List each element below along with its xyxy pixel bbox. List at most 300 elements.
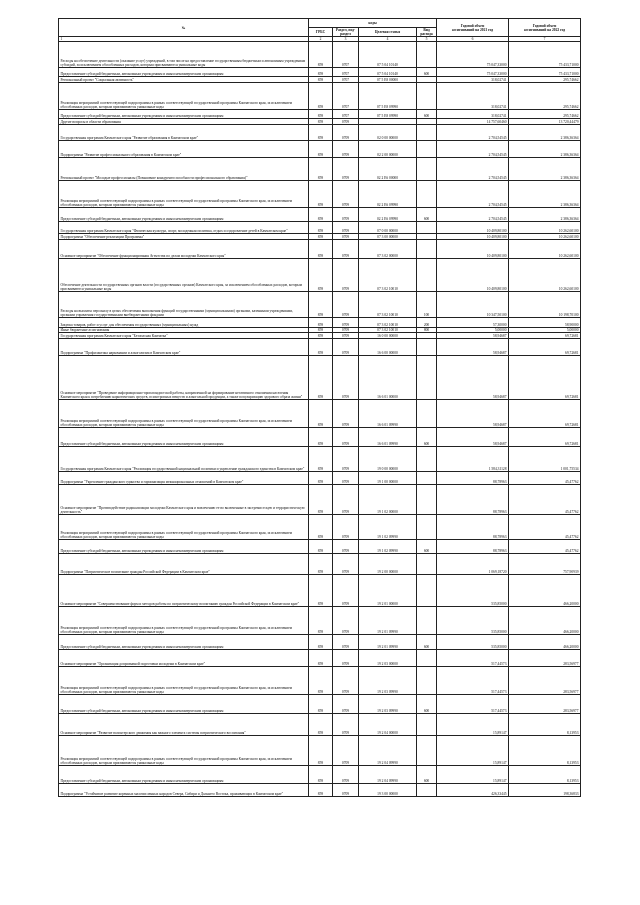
table-row bbox=[59, 695, 581, 714]
cell-grbs: 859 bbox=[309, 158, 333, 181]
table-row bbox=[59, 356, 581, 400]
cell-section: 0707 bbox=[333, 77, 359, 83]
cell-expense-type bbox=[417, 181, 437, 208]
cell-amount-2022: 283,56977 bbox=[509, 667, 581, 695]
header-colnum-5: 5 bbox=[417, 37, 437, 42]
cell-amount-2021: 88,78963 bbox=[437, 472, 509, 485]
cell-section: 0709 bbox=[333, 328, 359, 333]
cell-description: Основное мероприятие "Организация допризывной подготовки молодежи в Камчатском крае" bbox=[59, 650, 309, 667]
cell-target-article: 02 2 E6 09990 bbox=[359, 208, 417, 222]
cell-description: Государственная программа Камчатского края "Безопасная Камчатка" bbox=[59, 333, 309, 339]
cell-description: Основное мероприятие "Противодействие радикализации молодежи Камчатского края и вовлечению ее во включенные в экстремистскую и террористическую деятельность" bbox=[59, 485, 309, 515]
cell-amount-2021: 10 409,80100 bbox=[437, 259, 509, 292]
cell-section: 0709 bbox=[333, 333, 359, 339]
cell-description: Предоставление субсидий бюджетным, автономным учреждениям и иным некоммерческим организациям bbox=[59, 68, 309, 77]
cell-target-article: 16 6 01 09990 bbox=[359, 428, 417, 447]
cell-amount-2022: 58,90000 bbox=[509, 318, 581, 328]
cell-amount-2021: 10 409,80100 bbox=[437, 234, 509, 240]
cell-description: Предоставление субсидий бюджетным, автономным учреждениям и иным некоммерческим организациям bbox=[59, 635, 309, 650]
cell-amount-2021: 2 704,54545 bbox=[437, 141, 509, 158]
cell-amount-2021: 2 704,54545 bbox=[437, 181, 509, 208]
cell-amount-2022: 69,72681 bbox=[509, 428, 581, 447]
cell-amount-2022: 69,72681 bbox=[509, 333, 581, 339]
cell-amount-2022: 10 198,70100 bbox=[509, 292, 581, 318]
cell-section: 0709 bbox=[333, 318, 359, 328]
cell-description: Реализация мероприятий соответствующей подпрограммы в рамках соответствующей государственной программы Камчатского края, за исключением обособленных расходов, которым присваиваются уникальные коды bbox=[59, 515, 309, 540]
cell-target-article: 07 0 00 00000 bbox=[359, 222, 417, 234]
cell-description: Иные бюджетные ассигнования bbox=[59, 328, 309, 333]
table-row bbox=[59, 181, 581, 208]
table-row bbox=[59, 222, 581, 234]
cell-section: 0709 bbox=[333, 540, 359, 554]
cell-section: 0709 bbox=[333, 141, 359, 158]
cell-amount-2021: 2 704,54545 bbox=[437, 158, 509, 181]
cell-amount-2021: 88,78963 bbox=[437, 515, 509, 540]
cell-amount-2021: 58,94687 bbox=[437, 356, 509, 400]
cell-grbs: 859 bbox=[309, 68, 333, 77]
cell-amount-2021: 426,33445 bbox=[437, 784, 509, 797]
header-grbs: ГРБС bbox=[309, 28, 333, 37]
cell-section: 0709 bbox=[333, 119, 359, 125]
cell-target-article: 02 0 00 00000 bbox=[359, 125, 417, 141]
cell-grbs: 859 bbox=[309, 234, 333, 240]
cell-amount-2021: 88,78963 bbox=[437, 485, 509, 515]
header-colnum-6: 6 bbox=[437, 37, 509, 42]
cell-amount-2022: 295,74662 bbox=[509, 110, 581, 119]
cell-grbs: 859 bbox=[309, 428, 333, 447]
cell-description: Подпрограмма "Патриотическое воспитание граждан Российской Федерации в Камчатском крае" bbox=[59, 554, 309, 575]
cell-section: 0709 bbox=[333, 339, 359, 356]
cell-section: 0709 bbox=[333, 208, 359, 222]
cell-amount-2022: 69,72681 bbox=[509, 339, 581, 356]
cell-expense-type bbox=[417, 784, 437, 797]
cell-amount-2022: 1 001,75534 bbox=[509, 447, 581, 472]
cell-description: Подпрограмма "Развитие профессионального образования в Камчатском крае" bbox=[59, 141, 309, 158]
cell-amount-2022: 283,56977 bbox=[509, 650, 581, 667]
cell-target-article: 07 3 02 10010 bbox=[359, 328, 417, 333]
cell-amount-2022: 2 386,36364 bbox=[509, 141, 581, 158]
cell-expense-type bbox=[417, 222, 437, 234]
cell-amount-2022: 466,20000 bbox=[509, 575, 581, 607]
cell-target-article: 02 2 E6 00000 bbox=[359, 158, 417, 181]
cell-target-article: 19 2 01 09990 bbox=[359, 607, 417, 635]
cell-section: 0709 bbox=[333, 259, 359, 292]
cell-section: 0709 bbox=[333, 575, 359, 607]
cell-expense-type bbox=[417, 240, 437, 259]
cell-amount-2021: 517,44573 bbox=[437, 667, 509, 695]
cell-target-article: 16 0 00 00000 bbox=[359, 333, 417, 339]
cell-section: 0709 bbox=[333, 667, 359, 695]
cell-expense-type: 800 bbox=[417, 328, 437, 333]
cell-expense-type: 200 bbox=[417, 318, 437, 328]
cell-target-article: 02 2 E6 09990 bbox=[359, 181, 417, 208]
header-2022: Годовой объем ассигнований на 2022 год bbox=[509, 19, 581, 37]
cell-grbs: 859 bbox=[309, 333, 333, 339]
cell-amount-2022: 198,36833 bbox=[509, 784, 581, 797]
cell-target-article: 07 3 00 00000 bbox=[359, 234, 417, 240]
cell-amount-2021: 75 047,33000 bbox=[437, 68, 509, 77]
cell-description: Подпрограмма "Укрепление гражданского единства и гармонизация межнациональных отношений в Камчатском крае" bbox=[59, 472, 309, 485]
table-row bbox=[59, 83, 581, 110]
header-codes: коды bbox=[309, 19, 437, 28]
table-row bbox=[59, 42, 581, 68]
cell-amount-2021: 517,44573 bbox=[437, 650, 509, 667]
cell-section: 0709 bbox=[333, 607, 359, 635]
table-row bbox=[59, 650, 581, 667]
cell-amount-2021: 1 584,31128 bbox=[437, 447, 509, 472]
cell-amount-2022: 10 262,60100 bbox=[509, 240, 581, 259]
cell-amount-2022: 466,20000 bbox=[509, 635, 581, 650]
cell-amount-2022: 2 386,36364 bbox=[509, 181, 581, 208]
cell-section: 0707 bbox=[333, 68, 359, 77]
cell-amount-2022: 295,74662 bbox=[509, 83, 581, 110]
cell-amount-2021: 58,94687 bbox=[437, 339, 509, 356]
cell-grbs: 859 bbox=[309, 292, 333, 318]
cell-amount-2022: 8,13953 bbox=[509, 714, 581, 736]
cell-description: Реализация мероприятий соответствующей подпрограммы в рамках соответствующей государственной программы Камчатского края, за исключением обособленных расходов, которым присваиваются уникальные коды bbox=[59, 181, 309, 208]
cell-grbs: 859 bbox=[309, 181, 333, 208]
cell-amount-2021: 10 409,80100 bbox=[437, 240, 509, 259]
cell-description: Региональный проект "Социальная активность" bbox=[59, 77, 309, 83]
cell-amount-2022: 283,56977 bbox=[509, 695, 581, 714]
cell-section: 0709 bbox=[333, 400, 359, 428]
cell-description: Государственная программа Камчатского края "Реализация государственной национальной политики и укрепление гражданского единства в Камчатском крае" bbox=[59, 447, 309, 472]
cell-expense-type bbox=[417, 607, 437, 635]
cell-amount-2021: 15,89147 bbox=[437, 714, 509, 736]
cell-grbs: 859 bbox=[309, 635, 333, 650]
table-row bbox=[59, 472, 581, 485]
cell-target-article: 19 2 01 09990 bbox=[359, 635, 417, 650]
cell-amount-2022: 75 433,71000 bbox=[509, 42, 581, 68]
cell-target-article: 07 5 E8 09990 bbox=[359, 110, 417, 119]
cell-amount-2021: 1 069,18720 bbox=[437, 554, 509, 575]
cell-expense-type: 600 bbox=[417, 635, 437, 650]
cell-amount-2021: 88,78963 bbox=[437, 540, 509, 554]
cell-amount-2021: 517,44573 bbox=[437, 695, 509, 714]
table-row bbox=[59, 110, 581, 119]
cell-description: Основное мероприятие "Обеспечение функционирования Агентства по делам молодежи Камчатского края" bbox=[59, 240, 309, 259]
cell-expense-type bbox=[417, 356, 437, 400]
cell-grbs: 859 bbox=[309, 356, 333, 400]
cell-grbs: 859 bbox=[309, 554, 333, 575]
cell-description: Закупка товаров, работ и услуг для обеспечения государственных (муниципальных) нужд bbox=[59, 318, 309, 328]
cell-description: Подпрограмма "Обеспечение реализации Программы" bbox=[59, 234, 309, 240]
cell-amount-2021: 535,85000 bbox=[437, 575, 509, 607]
cell-amount-2021: 2 704,54545 bbox=[437, 208, 509, 222]
cell-target-article: 07 3 02 10010 bbox=[359, 318, 417, 328]
cell-description: Предоставление субсидий бюджетным, автономным учреждениям и иным некоммерческим организациям bbox=[59, 540, 309, 554]
table-row bbox=[59, 141, 581, 158]
header-razdel: Раздел, под- раздел bbox=[333, 28, 359, 37]
cell-amount-2021: 535,85000 bbox=[437, 635, 509, 650]
cell-amount-2022: 2 386,36364 bbox=[509, 208, 581, 222]
cell-description: Другие вопросы в области образования bbox=[59, 119, 309, 125]
cell-expense-type bbox=[417, 485, 437, 515]
cell-section: 0709 bbox=[333, 766, 359, 784]
cell-amount-2022: 2 386,36364 bbox=[509, 158, 581, 181]
cell-section: 0709 bbox=[333, 515, 359, 540]
cell-description: Подпрограмма "Устойчивое развитие коренных малочисленных народов Севера, Сибири и Дальнего Востока, проживающих в Камчатском крае" bbox=[59, 784, 309, 797]
cell-target-article: 19 2 04 09990 bbox=[359, 766, 417, 784]
cell-expense-type bbox=[417, 141, 437, 158]
cell-expense-type bbox=[417, 472, 437, 485]
cell-description: Региональный проект "Молодые профессионалы (Повышение конкурентоспособности профессионального образования)" bbox=[59, 158, 309, 181]
header-number: № bbox=[59, 19, 309, 37]
cell-grbs: 859 bbox=[309, 328, 333, 333]
cell-description: Расходы на выплаты персоналу в целях обеспечения выполнения функций государственными (муниципальными) органами, казенными учреждениями, органами управления государственными внебюджетными фондами bbox=[59, 292, 309, 318]
cell-description: Основное мероприятие "Проведение информационно-пропагандистской работы, направленной на формирование негативного отношения населения Камчатского края к потреблению наркотических средств, психотропных веществ и алкогольной продукции, а также популяризацию здорового образа жизни" bbox=[59, 356, 309, 400]
cell-expense-type bbox=[417, 400, 437, 428]
cell-grbs: 859 bbox=[309, 714, 333, 736]
cell-target-article: 19 0 00 00000 bbox=[359, 447, 417, 472]
cell-grbs: 859 bbox=[309, 141, 333, 158]
cell-section: 0709 bbox=[333, 356, 359, 400]
cell-amount-2021: 58,94687 bbox=[437, 428, 509, 447]
cell-expense-type bbox=[417, 650, 437, 667]
cell-amount-2021: 10 409,80100 bbox=[437, 222, 509, 234]
header-expense-type: Вид расхода bbox=[417, 28, 437, 37]
cell-section: 0709 bbox=[333, 234, 359, 240]
cell-grbs: 859 bbox=[309, 784, 333, 797]
cell-section: 0709 bbox=[333, 428, 359, 447]
cell-description: Предоставление субсидий бюджетным, автономным учреждениям и иным некоммерческим организациям bbox=[59, 208, 309, 222]
table-body bbox=[59, 42, 581, 797]
table-row bbox=[59, 400, 581, 428]
cell-expense-type: 600 bbox=[417, 540, 437, 554]
cell-grbs: 859 bbox=[309, 119, 333, 125]
cell-amount-2021: 318,02741 bbox=[437, 77, 509, 83]
table-row bbox=[59, 234, 581, 240]
cell-target-article: 19 1 00 00000 bbox=[359, 472, 417, 485]
cell-amount-2021: 2 704,54545 bbox=[437, 125, 509, 141]
cell-grbs: 859 bbox=[309, 540, 333, 554]
cell-description: Предоставление субсидий бюджетным, автономным учреждениям и иным некоммерческим организациям bbox=[59, 766, 309, 784]
cell-amount-2022: 10 262,60100 bbox=[509, 234, 581, 240]
cell-expense-type bbox=[417, 259, 437, 292]
cell-expense-type bbox=[417, 83, 437, 110]
table-row bbox=[59, 333, 581, 339]
header-2021: Годовой объем ассигнований на 2021 год bbox=[437, 19, 509, 37]
cell-amount-2022: 757,90939 bbox=[509, 554, 581, 575]
cell-amount-2021: 318,02741 bbox=[437, 83, 509, 110]
cell-expense-type bbox=[417, 125, 437, 141]
cell-target-article: 16 6 01 00000 bbox=[359, 356, 417, 400]
table-row bbox=[59, 259, 581, 292]
cell-target-article: 16 6 00 00000 bbox=[359, 339, 417, 356]
cell-amount-2022: 69,72681 bbox=[509, 356, 581, 400]
cell-section: 0709 bbox=[333, 447, 359, 472]
cell-section: 0709 bbox=[333, 292, 359, 318]
cell-grbs: 859 bbox=[309, 650, 333, 667]
table-row bbox=[59, 318, 581, 328]
cell-amount-2021: 5,00000 bbox=[437, 328, 509, 333]
table-row bbox=[59, 447, 581, 472]
cell-grbs: 859 bbox=[309, 77, 333, 83]
cell-expense-type: 600 bbox=[417, 110, 437, 119]
cell-section: 0709 bbox=[333, 158, 359, 181]
cell-target-article: 19 2 01 00000 bbox=[359, 575, 417, 607]
cell-amount-2021: 15,89147 bbox=[437, 766, 509, 784]
table-row bbox=[59, 667, 581, 695]
cell-expense-type: 100 bbox=[417, 292, 437, 318]
cell-amount-2022: 10 262,60100 bbox=[509, 259, 581, 292]
table-header bbox=[59, 19, 581, 42]
header-colnum-7: 7 bbox=[509, 37, 581, 42]
table-row bbox=[59, 208, 581, 222]
cell-target-article: 19 2 03 00000 bbox=[359, 650, 417, 667]
table-row bbox=[59, 554, 581, 575]
table-row bbox=[59, 515, 581, 540]
table-row bbox=[59, 339, 581, 356]
cell-target-article: 19 1 02 00000 bbox=[359, 485, 417, 515]
table-row bbox=[59, 575, 581, 607]
cell-expense-type: 600 bbox=[417, 428, 437, 447]
cell-section: 0709 bbox=[333, 635, 359, 650]
cell-expense-type bbox=[417, 447, 437, 472]
cell-section: 0707 bbox=[333, 42, 359, 68]
cell-expense-type: 600 bbox=[417, 766, 437, 784]
cell-description: Основное мероприятие "Совершенствование форм и методов работы по патриотическому воспитанию граждан Российской Федерации в Камчатском крае" bbox=[59, 575, 309, 607]
cell-target-article: 07 5 E8 09990 bbox=[359, 83, 417, 110]
cell-grbs: 859 bbox=[309, 208, 333, 222]
cell-description: Предоставление субсидий бюджетным, автономным учреждениям и иным некоммерческим организациям bbox=[59, 110, 309, 119]
cell-grbs: 859 bbox=[309, 125, 333, 141]
table-row bbox=[59, 607, 581, 635]
cell-amount-2022: 10 262,60100 bbox=[509, 222, 581, 234]
cell-amount-2021: 57,30000 bbox=[437, 318, 509, 328]
cell-description: Предоставление субсидий бюджетным, автономным учреждениям и иным некоммерческим организациям bbox=[59, 428, 309, 447]
header-colnum-4: 4 bbox=[359, 37, 417, 42]
table-row bbox=[59, 240, 581, 259]
cell-section: 0707 bbox=[333, 110, 359, 119]
cell-description: Расходы на обеспечение деятельности (оказание услуг) учреждений, в том числе на предоставление государственным бюджетным и автономным учреждениям субсидий, за исключением обособленных расходов, которым присваиваются уникальные коды bbox=[59, 42, 309, 68]
cell-amount-2022: 45,47762 bbox=[509, 540, 581, 554]
cell-expense-type: 600 bbox=[417, 208, 437, 222]
cell-grbs: 859 bbox=[309, 42, 333, 68]
cell-amount-2022: 45,47762 bbox=[509, 472, 581, 485]
cell-section: 0709 bbox=[333, 784, 359, 797]
cell-section: 0709 bbox=[333, 736, 359, 766]
cell-amount-2021: 318,02741 bbox=[437, 110, 509, 119]
cell-grbs: 859 bbox=[309, 472, 333, 485]
cell-grbs: 859 bbox=[309, 447, 333, 472]
cell-expense-type bbox=[417, 714, 437, 736]
cell-section: 0709 bbox=[333, 554, 359, 575]
cell-expense-type bbox=[417, 667, 437, 695]
cell-amount-2022: 295,74662 bbox=[509, 77, 581, 83]
cell-amount-2021: 58,94687 bbox=[437, 400, 509, 428]
header-colnum-3: 3 bbox=[333, 37, 359, 42]
cell-grbs: 859 bbox=[309, 318, 333, 328]
cell-expense-type bbox=[417, 158, 437, 181]
cell-grbs: 859 bbox=[309, 259, 333, 292]
cell-description: Подпрограмма "Профилактика наркомании и алкоголизма в Камчатском крае" bbox=[59, 339, 309, 356]
cell-section: 0709 bbox=[333, 714, 359, 736]
table-row bbox=[59, 714, 581, 736]
cell-grbs: 859 bbox=[309, 667, 333, 695]
cell-amount-2021: 58,94687 bbox=[437, 333, 509, 339]
cell-grbs: 859 bbox=[309, 575, 333, 607]
cell-target-article: 02 2 00 00000 bbox=[359, 141, 417, 158]
cell-expense-type: 600 bbox=[417, 68, 437, 77]
cell-target-article: 07 3 02 10010 bbox=[359, 259, 417, 292]
cell-grbs: 859 bbox=[309, 766, 333, 784]
table-row bbox=[59, 428, 581, 447]
cell-expense-type bbox=[417, 575, 437, 607]
budget-table-sheet bbox=[58, 18, 580, 797]
cell-amount-2022: 45,47762 bbox=[509, 515, 581, 540]
cell-amount-2021: 75 047,33000 bbox=[437, 42, 509, 68]
table-row bbox=[59, 540, 581, 554]
cell-expense-type bbox=[417, 42, 437, 68]
header-colnum-1: 1 bbox=[59, 37, 309, 42]
table-row bbox=[59, 784, 581, 797]
cell-grbs: 859 bbox=[309, 339, 333, 356]
cell-amount-2022: 5,00000 bbox=[509, 328, 581, 333]
cell-target-article: 19 3 00 00000 bbox=[359, 784, 417, 797]
cell-section: 0709 bbox=[333, 125, 359, 141]
table-row bbox=[59, 766, 581, 784]
cell-description: Государственная программа Камчатского края "Физическая культура, спорт, молодежная политика, отдых и оздоровление детей в Камчатском крае" bbox=[59, 222, 309, 234]
table-row bbox=[59, 292, 581, 318]
cell-amount-2022: 45,47762 bbox=[509, 485, 581, 515]
header-colnum-2: 2 bbox=[309, 37, 333, 42]
header-target-article: Целевая статья bbox=[359, 28, 417, 37]
cell-target-article: 19 2 00 00000 bbox=[359, 554, 417, 575]
cell-target-article: 19 1 02 09990 bbox=[359, 515, 417, 540]
cell-amount-2022: 8,13953 bbox=[509, 736, 581, 766]
cell-target-article: 07 5 04 10140 bbox=[359, 42, 417, 68]
table-row bbox=[59, 68, 581, 77]
cell-grbs: 859 bbox=[309, 400, 333, 428]
cell-description: Реализация мероприятий соответствующей подпрограммы в рамках соответствующей государственной программы Камчатского края, за исключением обособленных расходов, которым присваиваются уникальные коды bbox=[59, 736, 309, 766]
cell-description: Основное мероприятие "Развитие волонтерского движения как важного элемента системы патриотического воспитания" bbox=[59, 714, 309, 736]
table-row bbox=[59, 485, 581, 515]
cell-section: 0709 bbox=[333, 485, 359, 515]
table-row bbox=[59, 736, 581, 766]
cell-target-article: 07 5 04 10140 bbox=[359, 68, 417, 77]
cell-amount-2021: 14 757,60460 bbox=[437, 119, 509, 125]
cell-amount-2022: 466,20000 bbox=[509, 607, 581, 635]
cell-grbs: 859 bbox=[309, 485, 333, 515]
cell-description: Реализация мероприятий соответствующей подпрограммы в рамках соответствующей государственной программы Камчатского края, за исключением обособленных расходов, которым присваиваются уникальные коды bbox=[59, 83, 309, 110]
cell-amount-2021: 15,89147 bbox=[437, 736, 509, 766]
cell-section: 0709 bbox=[333, 472, 359, 485]
cell-description: Реализация мероприятий соответствующей подпрограммы в рамках соответствующей государственной программы Камчатского края, за исключением обособленных расходов, которым присваиваются уникальные коды bbox=[59, 400, 309, 428]
cell-grbs: 859 bbox=[309, 607, 333, 635]
cell-amount-2021: 10 347,50100 bbox=[437, 292, 509, 318]
cell-target-article: 16 6 01 09990 bbox=[359, 400, 417, 428]
table-row bbox=[59, 635, 581, 650]
cell-description: Государственная программа Камчатского края "Развитие образования в Камчатском крае" bbox=[59, 125, 309, 141]
cell-amount-2022: 13 720,44479 bbox=[509, 119, 581, 125]
cell-expense-type bbox=[417, 339, 437, 356]
cell-expense-type bbox=[417, 515, 437, 540]
cell-grbs: 859 bbox=[309, 695, 333, 714]
cell-amount-2022: 69,72681 bbox=[509, 400, 581, 428]
cell-description: Предоставление субсидий бюджетным, автономным учреждениям и иным некоммерческим организациям bbox=[59, 695, 309, 714]
cell-expense-type: 600 bbox=[417, 695, 437, 714]
cell-grbs: 859 bbox=[309, 736, 333, 766]
cell-amount-2022: 2 386,36364 bbox=[509, 125, 581, 141]
cell-description: Обеспечение деятельности государственных органов власти (государственных органов) Камчатского края, за исключением обособленных расходов, которым присваиваются уникальные коды bbox=[59, 259, 309, 292]
cell-grbs: 859 bbox=[309, 222, 333, 234]
cell-section: 0709 bbox=[333, 240, 359, 259]
cell-target-article: 19 1 02 09990 bbox=[359, 540, 417, 554]
cell-description: Реализация мероприятий соответствующей подпрограммы в рамках соответствующей государственной программы Камчатского края, за исключением обособленных расходов, которым присваиваются уникальные коды bbox=[59, 607, 309, 635]
cell-grbs: 859 bbox=[309, 515, 333, 540]
cell-amount-2022: 8,13953 bbox=[509, 766, 581, 784]
